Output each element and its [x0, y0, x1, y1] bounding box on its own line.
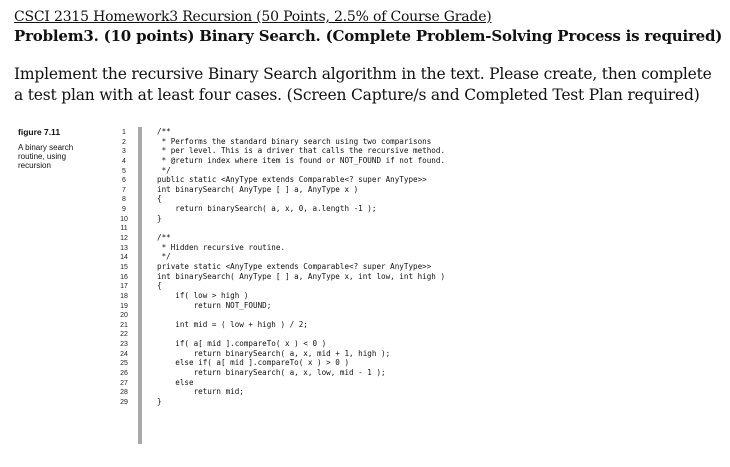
line-number: 25	[120, 360, 128, 368]
line-number: 1	[122, 129, 126, 136]
line-number: 2	[122, 138, 126, 146]
instructions-text: Implement the recursive Binary Search algorithm in the text. Please create, then complete a test plan with at least four cases. (Screen Capture/s and Completed Test Plan required)	[14, 65, 712, 104]
code-line: {	[157, 281, 162, 291]
course-header: CSCI 2315 Homework3 Recursion (50 Points, 2.5% of Course Grade)	[14, 9, 492, 25]
code-line: return binarySearch( a, x, 0, a.length -1 );	[157, 204, 377, 214]
line-number: 9	[122, 206, 126, 214]
line-number: 27	[120, 379, 128, 387]
line-number: 14	[120, 254, 128, 262]
line-number: 4	[122, 157, 126, 165]
code-line: {	[157, 194, 162, 204]
line-number: 29	[120, 398, 128, 406]
code-line: * per level. This is a driver that calls the recursive method.	[157, 146, 446, 156]
line-number: 24	[120, 350, 128, 358]
line-number: 19	[120, 302, 128, 310]
line-number: 20	[120, 312, 128, 320]
line-numbers	[112, 128, 136, 408]
code-line: return binarySearch( a, x, mid + 1, high );	[157, 348, 391, 358]
line-number: 3	[122, 148, 126, 156]
line-number: 10	[120, 215, 128, 223]
line-number: 13	[120, 244, 128, 252]
line-number: 12	[120, 235, 128, 243]
problem-title: Problem3. (10 points) Binary Search. (Complete Problem-Solving Process is required)	[14, 27, 723, 45]
code-line: int binarySearch( AnyType [ ] a, AnyType x )	[157, 184, 359, 194]
line-number: 21	[120, 321, 128, 329]
line-number: 23	[120, 341, 128, 349]
code-line: int binarySearch( AnyType [ ] a, AnyType x, int low, int high )	[157, 271, 446, 281]
line-number: 26	[120, 370, 128, 378]
code-line: else if( a[ mid ].compareTo( x ) > 0 )	[157, 358, 350, 368]
code-line: return mid;	[157, 387, 244, 397]
code-line: * Hidden recursive routine.	[157, 242, 286, 252]
code-line: */	[157, 252, 171, 262]
code-line: private static <AnyType extends Comparable<? super AnyType>>	[157, 261, 432, 271]
line-number: 17	[120, 283, 128, 291]
code-line	[157, 329, 445, 339]
code-line: * Performs the standard binary search using two comparisons	[157, 136, 432, 146]
code-listing	[157, 127, 445, 407]
code-line: /**	[157, 127, 171, 136]
figure-caption: A binary search routine, using recursion	[18, 143, 74, 170]
line-number: 6	[122, 177, 126, 185]
line-number: 8	[122, 196, 126, 204]
code-line	[157, 310, 445, 320]
line-number: 18	[120, 292, 128, 300]
line-number: 11	[120, 225, 128, 233]
code-line	[157, 223, 445, 233]
gutter-bar	[138, 127, 142, 444]
line-number: 7	[122, 186, 126, 194]
figure-label: figure 7.11	[18, 127, 61, 137]
code-line: else	[157, 377, 194, 387]
code-line: }	[157, 396, 162, 406]
code-line: int mid = ( low + high ) / 2;	[157, 319, 308, 329]
code-line: return NOT_FOUND;	[157, 300, 272, 310]
code-line: if( low > high )	[157, 290, 249, 300]
code-line: */	[157, 165, 171, 175]
code-line: }	[157, 213, 162, 223]
line-number: 16	[120, 273, 128, 281]
code-line: * @return index where item is found or NOT_FOUND if not found.	[157, 155, 446, 165]
line-number: 28	[120, 389, 128, 397]
line-number: 15	[120, 263, 128, 271]
code-line: if( a[ mid ].compareTo( x ) < 0 )	[157, 339, 327, 349]
line-number: 22	[120, 331, 128, 339]
code-line: /**	[157, 233, 171, 243]
line-number: 5	[122, 167, 126, 175]
code-line: public static <AnyType extends Comparable<? super AnyType>>	[157, 175, 427, 185]
code-line: return binarySearch( a, x, low, mid - 1 );	[157, 368, 386, 378]
